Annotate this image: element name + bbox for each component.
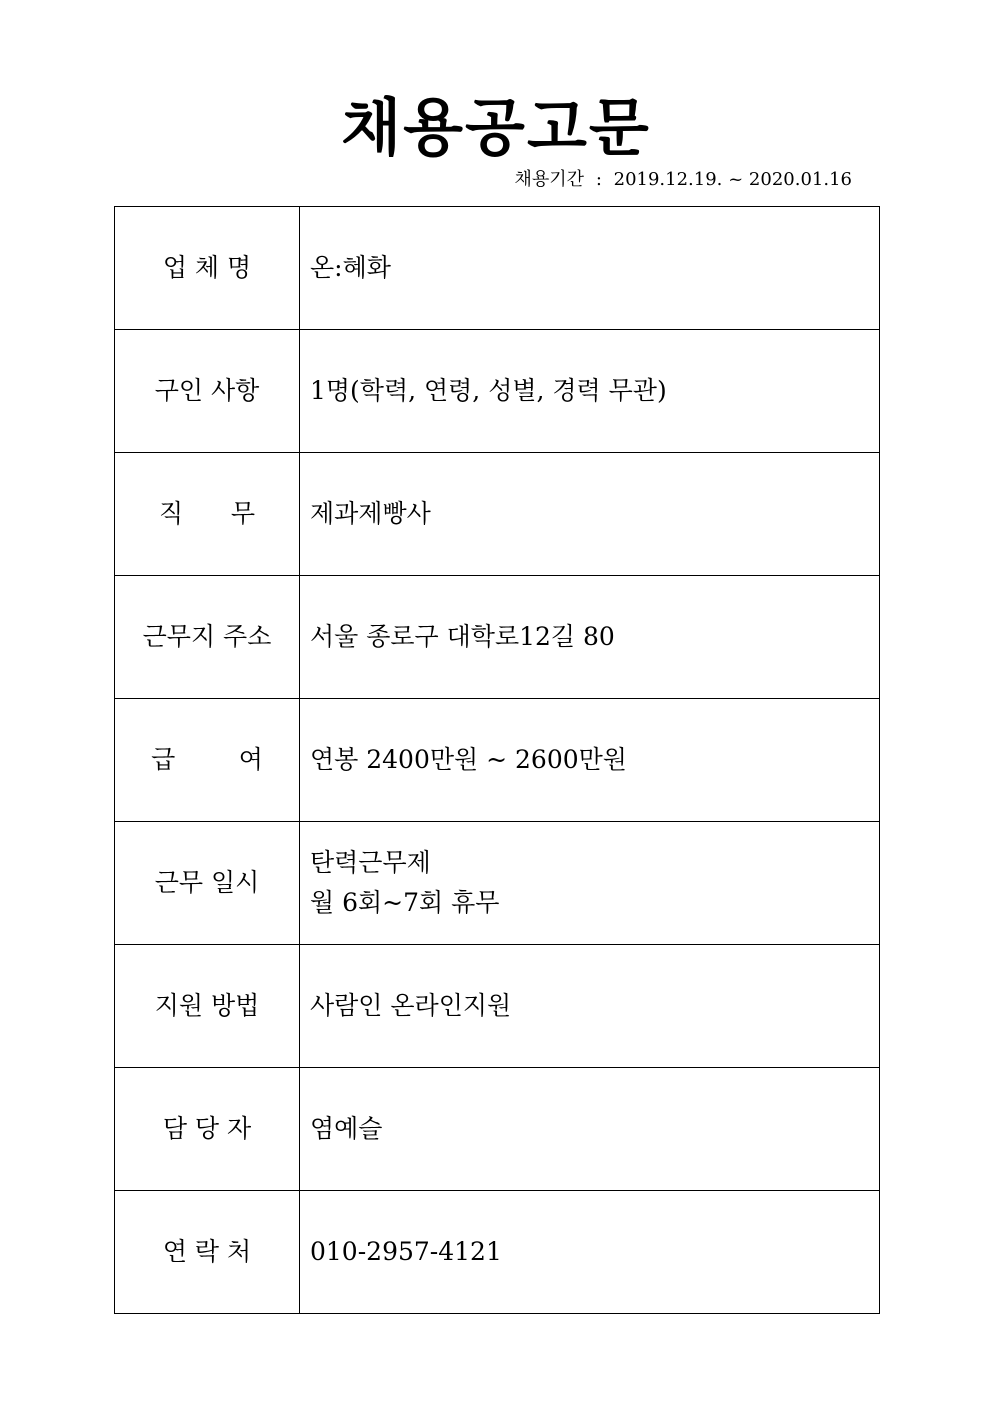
value-apply-method: 사람인 온라인지원 — [300, 945, 880, 1068]
value-work-address: 서울 종로구 대학로12길 80 — [300, 576, 880, 699]
table-row-job — [115, 453, 880, 576]
value-work-schedule — [300, 822, 880, 945]
label-salary: 급 여 — [115, 699, 300, 822]
label-phone: 연 락 처 — [115, 1191, 300, 1314]
label-company-name: 업 체 명 — [115, 207, 300, 330]
page-title: 채용공고문 — [341, 91, 651, 164]
table-row-company — [115, 207, 880, 330]
recruitment-period — [515, 168, 852, 192]
period-separator: : — [595, 169, 602, 190]
work-schedule-line-2: 월 6회~7회 휴무 — [310, 888, 500, 917]
label-contact-person: 담 당 자 — [115, 1068, 300, 1191]
value-phone: 010-2957-4121 — [300, 1191, 880, 1314]
value-salary: 연봉 2400만원 ~ 2600만원 — [300, 699, 880, 822]
value-contact-person: 염예슬 — [300, 1068, 880, 1191]
label-job: 직 무 — [115, 453, 300, 576]
value-company-name: 온:혜화 — [300, 207, 880, 330]
period-label: 채용기간 — [514, 169, 585, 190]
recruitment-table — [114, 206, 880, 1314]
table-row-apply-method — [115, 945, 880, 1068]
period-value: 2019.12.19. ~ 2020.01.16 — [613, 169, 852, 190]
label-work-address: 근무지 주소 — [115, 576, 300, 699]
table-row-phone — [115, 1191, 880, 1314]
table-row-work-schedule — [115, 822, 880, 945]
table-row-contact-person — [115, 1068, 880, 1191]
work-schedule-line-1: 탄력근무제 — [310, 848, 431, 877]
table-row-address — [115, 576, 880, 699]
label-apply-method: 지원 방법 — [115, 945, 300, 1068]
label-work-schedule: 근무 일시 — [115, 822, 300, 945]
table-row-hiring-details — [115, 330, 880, 453]
table-row-salary — [115, 699, 880, 822]
value-hiring-details: 1명(학력, 연령, 성별, 경력 무관) — [300, 330, 880, 453]
value-job: 제과제빵사 — [300, 453, 880, 576]
label-hiring-details: 구인 사항 — [115, 330, 300, 453]
